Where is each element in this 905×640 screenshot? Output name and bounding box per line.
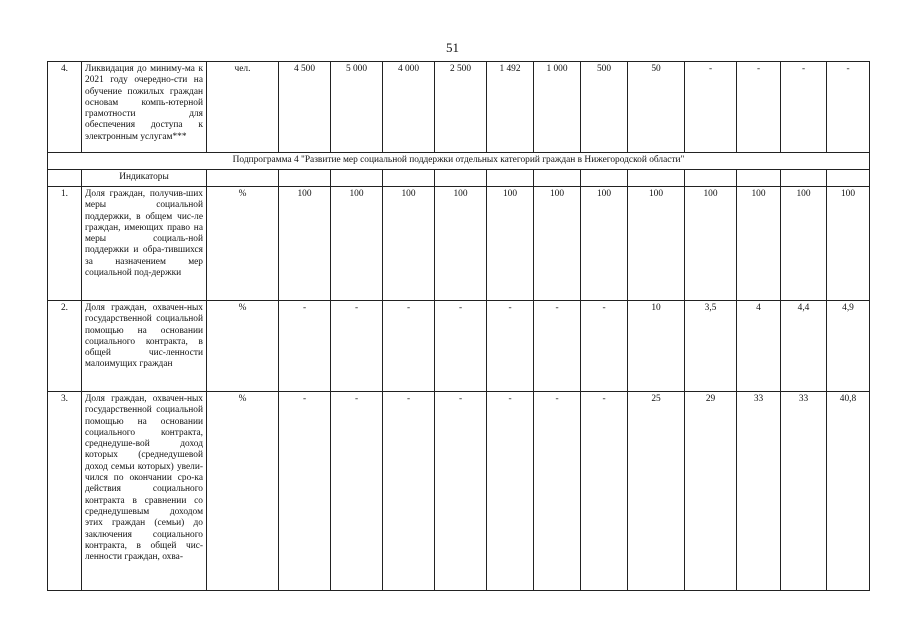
- unit-cell: %: [207, 187, 279, 301]
- value-cell: -: [383, 301, 435, 392]
- value-cell: 1 000: [534, 62, 581, 153]
- empty-cell: [581, 170, 628, 187]
- indicator-name: Доля граждан, охвачен-ных государственной социальной помощью на основании социального контракта, среднедуше-вой доход которых (среднедушевой доход семьи которых) увели-чился по окончании сро-ка действия социального контракта в сравнении со среднедушевым доходом этих граждан (семьи) до заключения социального контракта, в общей чис-ленности граждан, охва-: [82, 392, 207, 591]
- indicators-label: Индикаторы: [82, 170, 207, 187]
- value-cell: 4,4: [781, 301, 827, 392]
- value-cell: -: [435, 301, 487, 392]
- subprogram-title: Подпрограмма 4 "Развитие мер социальной поддержки отдельных категорий граждан в Нижегородской области": [48, 153, 870, 170]
- table-row: [48, 301, 870, 392]
- unit-cell: %: [207, 301, 279, 392]
- value-cell: 100: [383, 187, 435, 301]
- value-cell: -: [487, 301, 534, 392]
- unit-cell: %: [207, 392, 279, 591]
- empty-cell: [207, 170, 279, 187]
- subprogram-row: [48, 153, 870, 170]
- value-cell: -: [383, 392, 435, 591]
- value-cell: 500: [581, 62, 628, 153]
- value-cell: 100: [279, 187, 331, 301]
- value-cell: -: [279, 392, 331, 591]
- value-cell: 10: [628, 301, 685, 392]
- value-cell: 50: [628, 62, 685, 153]
- indicator-name: Доля граждан, охвачен-ных государственной социальной помощью на основании социального контракта, в общей чис-ленности малоимущих граждан: [82, 301, 207, 392]
- value-cell: 100: [781, 187, 827, 301]
- value-cell: 5 000: [331, 62, 383, 153]
- value-cell: 2 500: [435, 62, 487, 153]
- value-cell: 29: [685, 392, 737, 591]
- page-number: 51: [446, 40, 459, 55]
- value-cell: 33: [737, 392, 781, 591]
- value-cell: 100: [435, 187, 487, 301]
- value-cell: -: [534, 392, 581, 591]
- empty-cell: [827, 170, 870, 187]
- value-cell: 40,8: [827, 392, 870, 591]
- value-cell: -: [534, 301, 581, 392]
- value-cell: 100: [827, 187, 870, 301]
- indicators-table: [47, 61, 870, 591]
- empty-cell: [534, 170, 581, 187]
- value-cell: 4 500: [279, 62, 331, 153]
- table-row: [48, 392, 870, 591]
- empty-cell: [781, 170, 827, 187]
- empty-cell: [435, 170, 487, 187]
- value-cell: 1 492: [487, 62, 534, 153]
- value-cell: 100: [628, 187, 685, 301]
- value-cell: 3,5: [685, 301, 737, 392]
- empty-cell: [48, 170, 82, 187]
- value-cell: 33: [781, 392, 827, 591]
- value-cell: -: [487, 392, 534, 591]
- value-cell: -: [331, 392, 383, 591]
- row-number: 1.: [48, 187, 82, 301]
- value-cell: 4 000: [383, 62, 435, 153]
- value-cell: 100: [487, 187, 534, 301]
- empty-cell: [279, 170, 331, 187]
- empty-cell: [331, 170, 383, 187]
- indicator-name: Ликвидация до миниму-ма к 2021 году очередно-сти на обучение пожилых граждан основам компь-ютерной грамотности для обеспечения доступа к электронным услугам***: [82, 62, 207, 153]
- value-cell: -: [435, 392, 487, 591]
- row-number: 3.: [48, 392, 82, 591]
- value-cell: 25: [628, 392, 685, 591]
- value-cell: -: [581, 392, 628, 591]
- value-cell: 100: [534, 187, 581, 301]
- indicators-header-row: [48, 170, 870, 187]
- empty-cell: [383, 170, 435, 187]
- value-cell: 100: [685, 187, 737, 301]
- value-cell: -: [685, 62, 737, 153]
- empty-cell: [628, 170, 685, 187]
- value-cell: 4: [737, 301, 781, 392]
- empty-cell: [685, 170, 737, 187]
- value-cell: -: [781, 62, 827, 153]
- value-cell: -: [279, 301, 331, 392]
- value-cell: 100: [581, 187, 628, 301]
- value-cell: 4,9: [827, 301, 870, 392]
- table-row: [48, 187, 870, 301]
- value-cell: -: [827, 62, 870, 153]
- empty-cell: [737, 170, 781, 187]
- value-cell: -: [737, 62, 781, 153]
- row-number: 4.: [48, 62, 82, 153]
- value-cell: 100: [331, 187, 383, 301]
- row-number: 2.: [48, 301, 82, 392]
- value-cell: 100: [737, 187, 781, 301]
- indicator-name: Доля граждан, получив-ших меры социальной поддержки, в общем чис-ле граждан, имеющих право на меры социаль-ной поддержки и обра-тившихся за назначением мер социальной под-держки: [82, 187, 207, 301]
- empty-cell: [487, 170, 534, 187]
- unit-cell: чел.: [207, 62, 279, 153]
- value-cell: -: [331, 301, 383, 392]
- table-row: [48, 62, 870, 153]
- value-cell: -: [581, 301, 628, 392]
